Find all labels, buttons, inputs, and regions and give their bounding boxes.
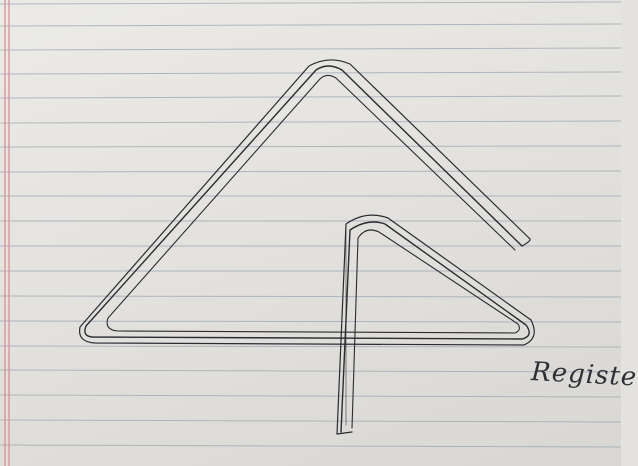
large-triangle-outline <box>80 60 535 434</box>
ruled-lines <box>0 2 621 447</box>
margin-lines <box>5 0 9 466</box>
handwritten-word: Registe <box>530 357 638 393</box>
